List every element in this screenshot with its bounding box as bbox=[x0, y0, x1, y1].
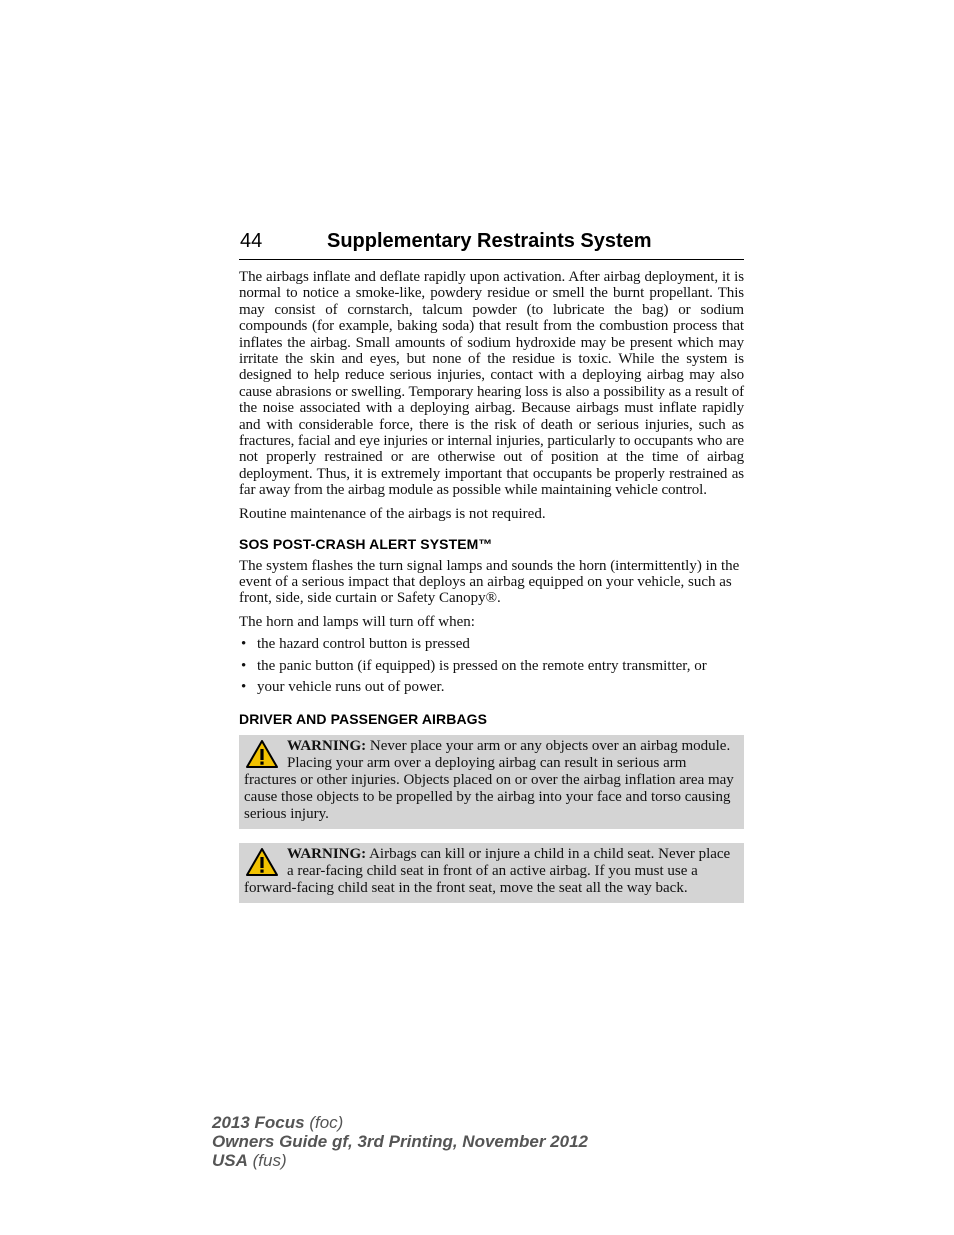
section-title: Supplementary Restraints System bbox=[327, 230, 652, 252]
turn-off-intro: The horn and lamps will turn off when: bbox=[239, 613, 475, 630]
footer-guide: Owners Guide gf, 3rd Printing, November 2012 bbox=[212, 1132, 588, 1151]
footer-market: USA bbox=[212, 1151, 248, 1170]
warning-text: Airbags can kill or injure a child in a child seat. Never place a rear-facing child seat in front of an active airbag. If you must use a forward-facing child seat in the front seat, move the seat all the way back. bbox=[244, 845, 731, 896]
warning-triangle-icon bbox=[245, 847, 279, 877]
list-item: • your vehicle runs out of power. bbox=[241, 678, 445, 695]
warning-box bbox=[239, 735, 744, 829]
sos-heading: SOS POST-CRASH ALERT SYSTEM™ bbox=[239, 536, 493, 553]
airbags-heading: DRIVER AND PASSENGER AIRBAGS bbox=[239, 711, 488, 728]
bullet-icon: • bbox=[241, 636, 247, 653]
bullet-icon: • bbox=[241, 678, 247, 695]
warning-box bbox=[239, 843, 744, 903]
footer-guide-line bbox=[212, 1132, 588, 1151]
page-footer bbox=[212, 1113, 588, 1170]
footer-model-code: (foc) bbox=[309, 1113, 344, 1132]
intro-paragraph: The airbags inflate and deflate rapidly upon activation. After airbag deployment, it is normal to notice a smoke-like, powdery residue or smell the burnt propellant. This may consist of cornstarch, talcum powder (to lubricate the bag) or sodium compounds (for example, baking soda) that result from the combustion process that inflates the airbag. Small amounts of sodium hydroxide may be present which may irritate the skin and eyes, but none of the residue is toxic. While the system is designed to help reduce serious injuries, contact with a deploying airbag may also cause abrasions or swelling. Temporary hearing loss is also a possibility as a result of the noise associated with a deploying airbag. Because airbags must inflate rapidly and with considerable force, there is the risk of death or serious injuries, such as fractures, facial and eye injuries or internal injuries, particularly to occupants who are not properly restrained or are otherwise out of position at the time of airbag deployment. Thus, it is extremely important that occupants be properly restrained as far away from the airbag module as possible while maintaining vehicle control. bbox=[239, 269, 744, 499]
warning-triangle-icon bbox=[245, 739, 279, 769]
maintenance-note: Routine maintenance of the airbags is not required. bbox=[239, 505, 546, 522]
warning-text: Never place your arm or any objects over an airbag module. Placing your arm over a deploying airbag can result in serious arm fractures or other injuries. Objects placed on or over the airbag inflation area may cause those objects to be propelled by the airbag into your face and torso causing serious injury. bbox=[244, 737, 734, 822]
sos-paragraph: The system flashes the turn signal lamps and sounds the horn (intermittently) in the event of a serious impact that deploys an airbag equipped on your vehicle, such as front, side, side curtain or Safety Canopy®. bbox=[239, 557, 740, 607]
warning-label: WARNING: bbox=[287, 737, 367, 754]
page-content bbox=[239, 269, 744, 903]
turn-off-conditions-list bbox=[239, 636, 744, 695]
footer-market-line bbox=[212, 1151, 588, 1170]
page-number: 44 bbox=[240, 230, 263, 252]
page-header bbox=[239, 228, 744, 260]
bullet-icon: • bbox=[241, 657, 247, 674]
warning-label: WARNING: bbox=[287, 845, 367, 862]
footer-model: 2013 Focus bbox=[212, 1113, 305, 1132]
list-item: • the hazard control button is pressed bbox=[241, 636, 470, 653]
list-item: • the panic button (if equipped) is pressed on the remote entry transmitter, or bbox=[241, 657, 707, 674]
footer-model-line bbox=[212, 1113, 588, 1132]
footer-market-code: (fus) bbox=[252, 1151, 287, 1170]
